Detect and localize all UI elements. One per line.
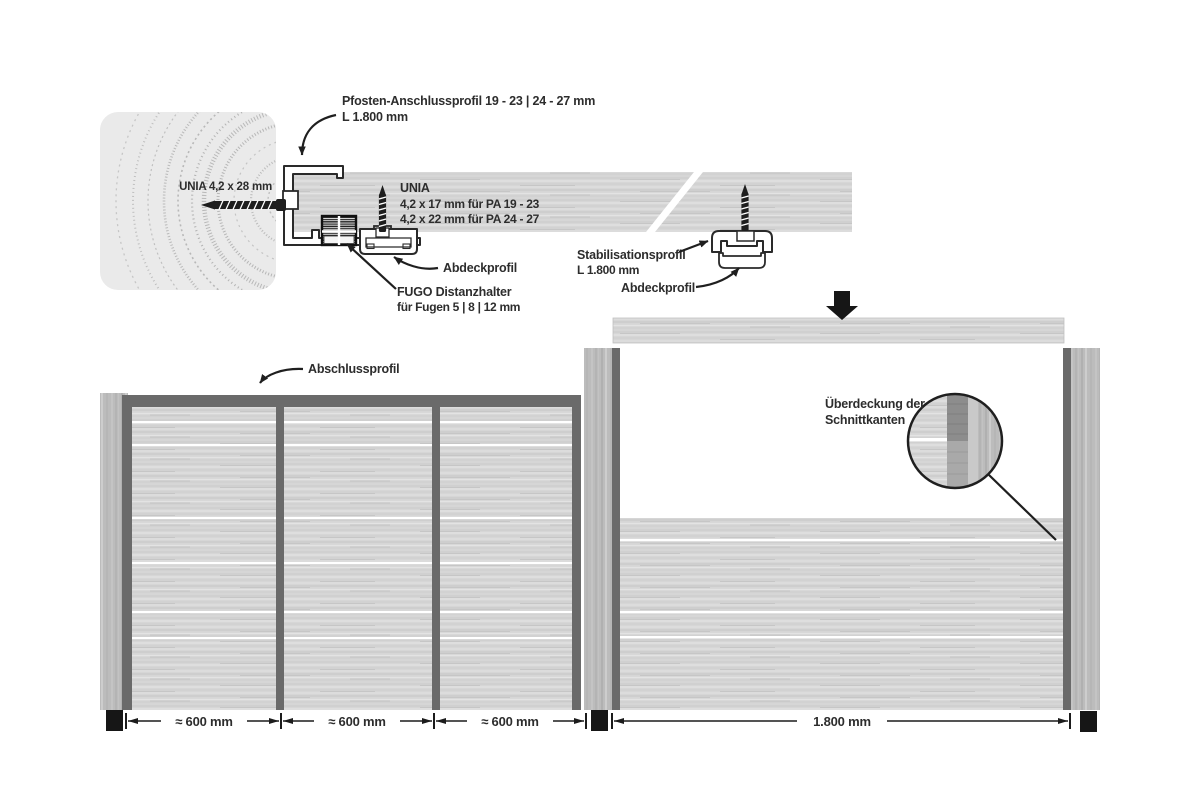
fence-shared-post xyxy=(584,348,612,710)
insert-direction-arrow-icon xyxy=(826,291,858,320)
screw-vertical-line2: 4,2 x 22 mm für PA 24 - 27 xyxy=(400,212,539,226)
fugo-spacer xyxy=(322,216,356,245)
post-profile-label-line2: L 1.800 mm xyxy=(342,110,408,124)
stabilisation-label-line1: Stabilisationsprofil xyxy=(577,248,686,262)
dim-label-3: ≈ 600 mm xyxy=(481,714,539,729)
board-texture xyxy=(293,172,852,232)
cover-profile-right-arrow xyxy=(696,268,739,287)
fence-right-planks xyxy=(620,518,1063,710)
stabilisation-arrow xyxy=(679,241,708,252)
spacer-label-line1: FUGO Distanzhalter xyxy=(397,285,512,299)
fence-left-frame-left xyxy=(122,395,132,710)
spacer-label-line2: für Fugen 5 | 8 | 12 mm xyxy=(397,300,521,314)
post-profile-label-line1: Pfosten-Anschlussprofil 19 - 23 | 24 - 27 mm xyxy=(342,94,596,108)
fence-right-frame-right xyxy=(1063,348,1071,710)
top-profile-arrow xyxy=(260,369,303,383)
board-strip xyxy=(293,172,852,232)
cover-profile-right-label: Abdeckprofil xyxy=(621,281,695,295)
post-foot xyxy=(106,710,123,731)
fence-left-divider-1 xyxy=(276,395,284,710)
fence-left xyxy=(100,348,612,710)
post-profile-arrow xyxy=(302,115,336,155)
cover-profile-right xyxy=(719,253,765,268)
top-profile-label: Abschlussprofil xyxy=(308,362,400,376)
screw-horizontal-label: UNIA 4,2 x 28 mm xyxy=(179,181,272,193)
fence-right xyxy=(612,291,1100,710)
cover-profile-left-arrow xyxy=(394,257,438,269)
fence-right-inserting-plank xyxy=(613,318,1064,343)
overlap-label-line2: Schnittkanten xyxy=(825,413,906,427)
post-foot xyxy=(591,710,608,731)
fence-right-frame-left xyxy=(612,348,620,710)
dim-label-1: ≈ 600 mm xyxy=(175,714,233,729)
post-foot xyxy=(1080,711,1097,732)
screw-vertical-title: UNIA xyxy=(400,181,430,195)
dim-label-4: 1.800 mm xyxy=(813,714,871,729)
fence-right-post-right xyxy=(1071,348,1100,710)
overlap-label-line1: Überdeckung der xyxy=(825,397,925,411)
stabilisation-label-line2: L 1.800 mm xyxy=(577,263,640,277)
fence-left-frame-right xyxy=(572,395,581,710)
cover-profile-left-label: Abdeckprofil xyxy=(443,261,517,275)
fence-left-panels xyxy=(132,407,572,710)
screw-vertical-line1: 4,2 x 17 mm für PA 19 - 23 xyxy=(400,197,539,211)
cover-profile-left xyxy=(360,226,417,254)
fence-left-divider-2 xyxy=(432,395,440,710)
fence-left-top-profile xyxy=(122,395,581,407)
dim-label-2: ≈ 600 mm xyxy=(328,714,386,729)
